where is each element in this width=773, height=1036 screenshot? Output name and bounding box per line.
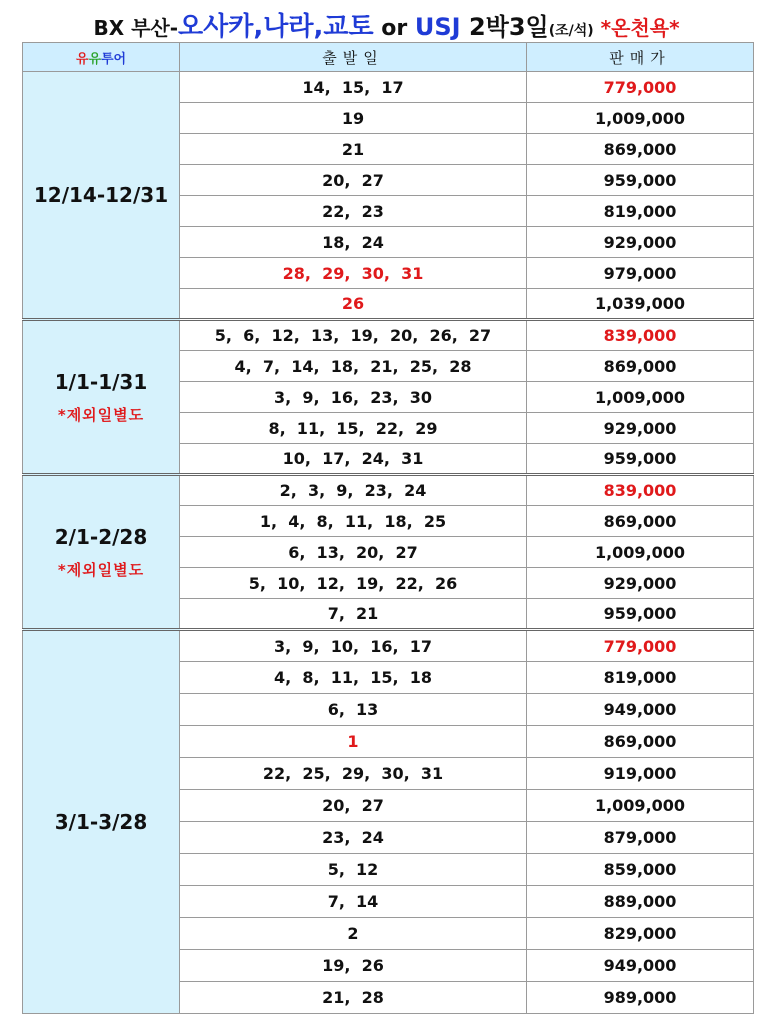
- sale-price: 1,009,000: [527, 382, 754, 413]
- departure-dates: 8, 11, 15, 22, 29: [180, 413, 527, 444]
- sale-price: 859,000: [527, 854, 754, 886]
- period-label: 3/1-3/28: [54, 810, 148, 834]
- departure-dates: 2: [180, 918, 527, 950]
- period-note: *제외일별도: [57, 560, 145, 579]
- sale-price: 869,000: [527, 726, 754, 758]
- departure-dates: 21, 28: [180, 982, 527, 1014]
- departure-dates: 18, 24: [180, 227, 527, 258]
- departure-dates: 20, 27: [180, 165, 527, 196]
- sale-price: 1,009,000: [527, 537, 754, 568]
- departure-dates: 26: [180, 289, 527, 320]
- departure-dates: 7, 14: [180, 886, 527, 918]
- sale-price: 919,000: [527, 758, 754, 790]
- departure-dates: 21: [180, 134, 527, 165]
- sale-price: 879,000: [527, 822, 754, 854]
- sale-price: 869,000: [527, 351, 754, 382]
- header-price: 판매가: [527, 43, 754, 72]
- sale-price: 869,000: [527, 134, 754, 165]
- period-cell: [23, 72, 180, 320]
- departure-dates: 5, 10, 12, 19, 22, 26: [180, 568, 527, 599]
- departure-dates: 14, 15, 17: [180, 72, 527, 103]
- period-label: 2/1-2/28: [54, 524, 148, 549]
- departure-dates: 4, 8, 11, 15, 18: [180, 662, 527, 694]
- table-row: [23, 72, 754, 103]
- sale-price: 1,009,000: [527, 103, 754, 134]
- header-logo-cell: [23, 43, 180, 72]
- period-note: *제외일별도: [57, 405, 145, 424]
- sale-price: 889,000: [527, 886, 754, 918]
- sale-price: 869,000: [527, 506, 754, 537]
- sale-price: 959,000: [527, 444, 754, 475]
- table-row: [23, 630, 754, 662]
- departure-dates: 7, 21: [180, 599, 527, 630]
- sale-price: 929,000: [527, 568, 754, 599]
- departure-dates: 1, 4, 8, 11, 18, 25: [180, 506, 527, 537]
- company-logo: 유유투어: [75, 51, 127, 67]
- sale-price: 819,000: [527, 662, 754, 694]
- departure-dates: 3, 9, 10, 16, 17: [180, 630, 527, 662]
- title-or: or: [373, 16, 415, 41]
- sale-price: 959,000: [527, 599, 754, 630]
- sale-price: 829,000: [527, 918, 754, 950]
- sale-price: 929,000: [527, 227, 754, 258]
- departure-dates: 19, 26: [180, 950, 527, 982]
- departure-dates: 22, 23: [180, 196, 527, 227]
- sale-price: 979,000: [527, 258, 754, 289]
- departure-dates: 5, 6, 12, 13, 19, 20, 26, 27: [180, 320, 527, 351]
- header-dates: 출발일: [180, 43, 527, 72]
- sale-price: 779,000: [527, 72, 754, 103]
- sale-price: 929,000: [527, 413, 754, 444]
- sale-price: 839,000: [527, 475, 754, 506]
- title-onsen: *온천욕*: [593, 16, 680, 40]
- table-row: [23, 475, 754, 506]
- sale-price: 1,009,000: [527, 790, 754, 822]
- departure-dates: 19: [180, 103, 527, 134]
- title-meals: (조/석): [548, 23, 594, 39]
- departure-dates: 4, 7, 14, 18, 21, 25, 28: [180, 351, 527, 382]
- period-cell: [23, 630, 180, 1014]
- title-route: BX 부산-: [93, 16, 179, 40]
- sale-price: 1,039,000: [527, 289, 754, 320]
- period-label: 12/14-12/31: [33, 183, 169, 207]
- sale-price: 839,000: [527, 320, 754, 351]
- departure-dates: 5, 12: [180, 854, 527, 886]
- price-table: [22, 42, 754, 1014]
- sale-price: 959,000: [527, 165, 754, 196]
- sale-price: 779,000: [527, 630, 754, 662]
- sale-price: 819,000: [527, 196, 754, 227]
- departure-dates: 23, 24: [180, 822, 527, 854]
- title-duration: 2박3일: [460, 13, 549, 41]
- table-header: [23, 43, 754, 72]
- departure-dates: 6, 13, 20, 27: [180, 537, 527, 568]
- period-cell: [23, 475, 180, 630]
- sale-price: 989,000: [527, 982, 754, 1014]
- page-title: [0, 0, 773, 42]
- departure-dates: 22, 25, 29, 30, 31: [180, 758, 527, 790]
- sale-price: 949,000: [527, 694, 754, 726]
- departure-dates: 3, 9, 16, 23, 30: [180, 382, 527, 413]
- departure-dates: 20, 27: [180, 790, 527, 822]
- title-cities: 오사카,나라,교토: [178, 12, 374, 42]
- period-cell: [23, 320, 180, 475]
- departure-dates: 2, 3, 9, 23, 24: [180, 475, 527, 506]
- departure-dates: 1: [180, 726, 527, 758]
- period-label: 1/1-1/31: [54, 369, 148, 394]
- departure-dates: 10, 17, 24, 31: [180, 444, 527, 475]
- departure-dates: 28, 29, 30, 31: [180, 258, 527, 289]
- departure-dates: 6, 13: [180, 694, 527, 726]
- sale-price: 949,000: [527, 950, 754, 982]
- table-row: [23, 320, 754, 351]
- title-usj: USJ: [414, 13, 461, 41]
